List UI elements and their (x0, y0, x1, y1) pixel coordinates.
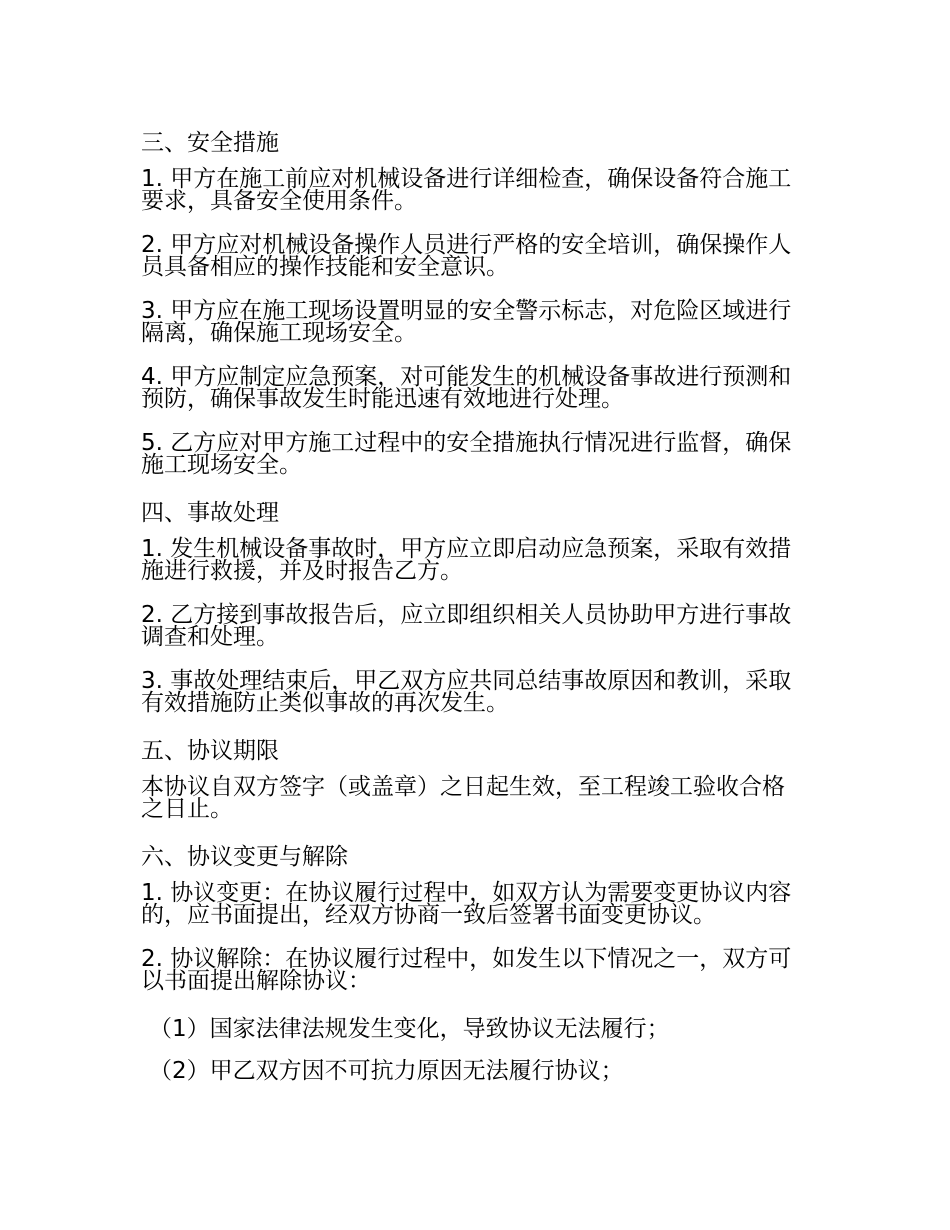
paragraph: 1. 协议变更：在协议履行过程中，如双方认为需要变更协议内容的，应书面提出，经双方协商一致后签署书面变更协议。 (141, 880, 792, 928)
paragraph: 2. 乙方接到事故报告后，应立即组织相关人员协助甲方进行事故调查和处理。 (141, 602, 792, 650)
section-heading-accident: 四、事故处理 (141, 500, 279, 526)
paragraph: 本协议自双方签字（或盖章）之日起生效，至工程竣工验收合格之日止。 (141, 774, 785, 822)
paragraph: 4. 甲方应制定应急预案，对可能发生的机械设备事故进行预测和预防，确保事故发生时能迅速有效地进行处理。 (141, 364, 792, 412)
section-heading-term: 五、协议期限 (141, 738, 279, 764)
paragraph: 1. 发生机械设备事故时，甲方应立即启动应急预案，采取有效措施进行救援，并及时报告乙方。 (141, 536, 792, 584)
paragraph: 1. 甲方在施工前应对机械设备进行详细检查，确保设备符合施工要求，具备安全使用条件。 (141, 166, 792, 214)
document-page (141, 128, 801, 1098)
section-heading-change: 六、协议变更与解除 (141, 844, 348, 870)
paragraph: 3. 事故处理结束后，甲乙双方应共同总结事故原因和教训，采取有效措施防止类似事故的再次发生。 (141, 668, 792, 716)
paragraph: 2. 甲方应对机械设备操作人员进行严格的安全培训，确保操作人员具备相应的操作技能和安全意识。 (141, 232, 792, 280)
paragraph: 3. 甲方应在施工现场设置明显的安全警示标志，对危险区域进行隔离，确保施工现场安全。 (141, 298, 792, 346)
list-item: （1）国家法律法规发生变化，导致协议无法履行； (149, 1016, 670, 1042)
paragraph: 2. 协议解除：在协议履行过程中，如发生以下情况之一，双方可以书面提出解除协议： (141, 946, 792, 994)
paragraph: 5. 乙方应对甲方施工过程中的安全措施执行情况进行监督，确保施工现场安全。 (141, 430, 792, 478)
list-item: （2）甲乙双方因不可抗力原因无法履行协议； (149, 1058, 624, 1084)
section-heading-safety: 三、安全措施 (141, 130, 279, 156)
